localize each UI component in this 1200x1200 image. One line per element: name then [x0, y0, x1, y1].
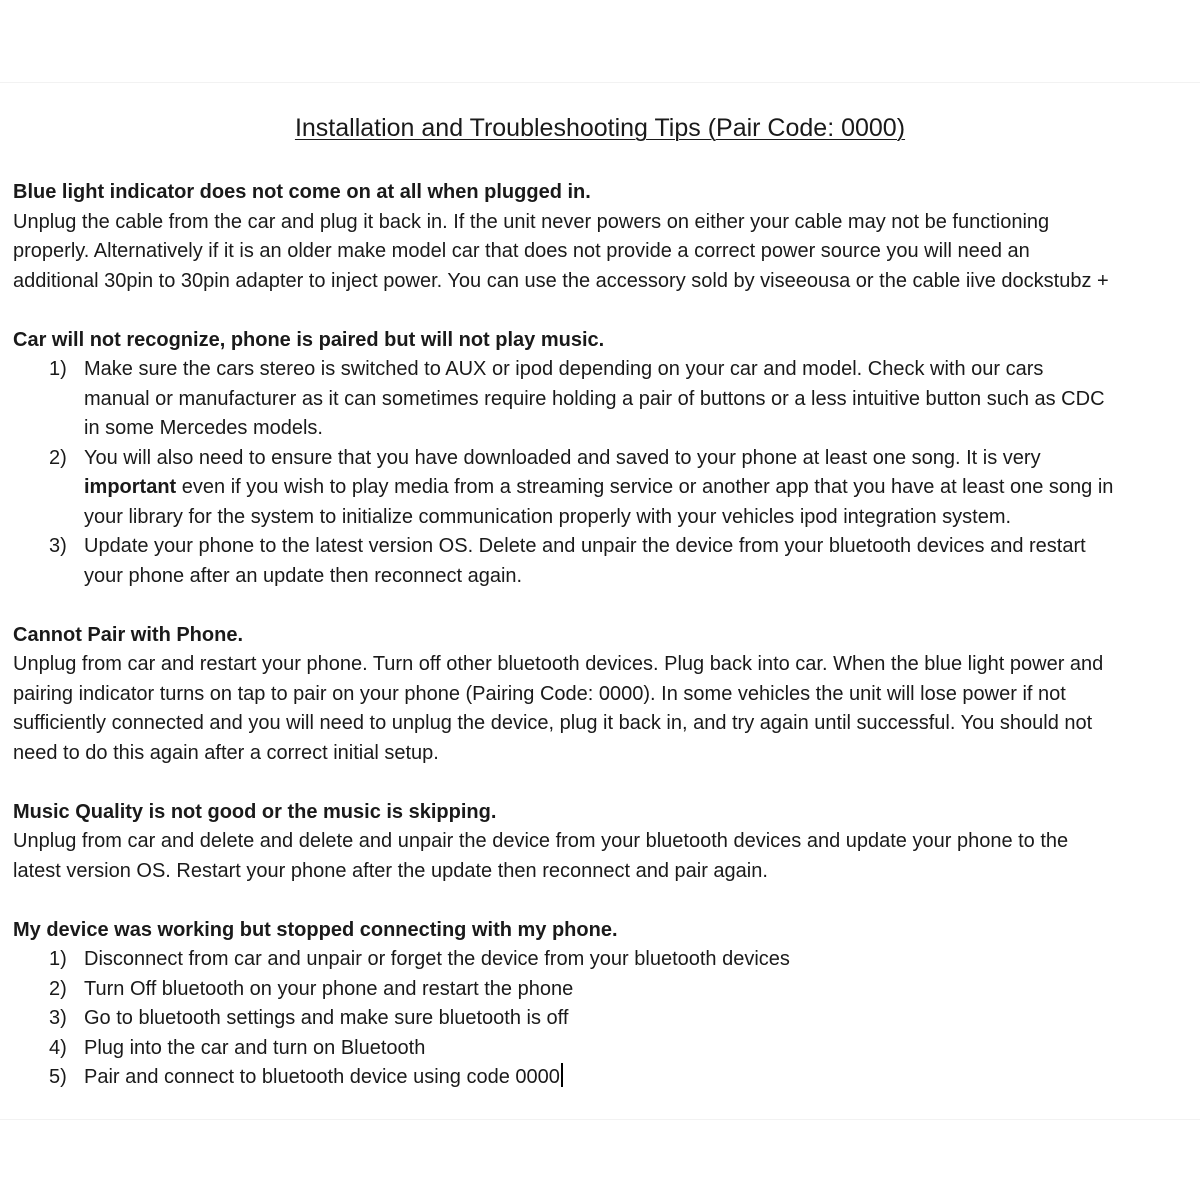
spacer	[13, 296, 1200, 326]
list-number: 2)	[49, 446, 67, 469]
section-heading-blue-light: Blue light indicator does not come on at all when plugged in.	[13, 181, 591, 203]
list-item-text: Make sure the cars stereo is switched to AUX or ipod depending on your car and model. Check with our cars	[84, 358, 1044, 380]
spacer	[13, 591, 1200, 621]
paragraph-line: additional 30pin to 30pin adapter to inject power. You can use the accessory sold by viseeousa or the cable iive dockstubz +	[13, 269, 1109, 292]
list-item-text: Update your phone to the latest version OS. Delete and unpair the device from your bluetooth devices and restart	[84, 535, 1086, 557]
list-item	[13, 975, 1200, 1005]
list-number: 3)	[49, 1007, 67, 1029]
list-item	[13, 1004, 1200, 1034]
list-item-continuation: manual or manufacturer as it can sometimes require holding a pair of buttons or a less intuitive button such as CDC	[84, 387, 1105, 410]
paragraph-line: Unplug from car and restart your phone. Turn off other bluetooth devices. Plug back into car. When the blue light power and	[13, 653, 1104, 675]
list-item	[13, 444, 1200, 474]
section-heading-music-quality: Music Quality is not good or the music is skipping.	[13, 800, 497, 823]
spacer	[13, 886, 1200, 916]
paragraph-line: pairing indicator turns on tap to pair on your phone (Pairing Code: 0000). In some vehicles the unit will lose power if not	[13, 682, 1066, 705]
document-body	[13, 178, 1200, 1093]
paragraph-line: latest version OS. Restart your phone after the update then reconnect and pair again.	[13, 859, 768, 882]
paragraph-line: properly. Alternatively if it is an older make model car that does not provide a correct power source you will need an	[13, 240, 1030, 262]
list-item-text: Disconnect from car and unpair or forget the device from your bluetooth devices	[84, 948, 790, 970]
list-item	[13, 1034, 1200, 1064]
list-item	[13, 355, 1200, 385]
paragraph-line: sufficiently connected and you will need to unplug the device, plug it back in, and try again until successful. You should not	[13, 712, 1093, 734]
list-item-text: Go to bluetooth settings and make sure bluetooth is off	[84, 1007, 569, 1029]
list-item-continuation	[13, 473, 1200, 503]
list-number: 2)	[49, 977, 67, 1000]
list-item	[13, 1063, 1200, 1093]
section-heading-stopped-connecting: My device was working but stopped connecting with my phone.	[13, 918, 618, 941]
list-number: 5)	[49, 1066, 67, 1088]
list-item-text-with-cursor[interactable]	[84, 1063, 563, 1093]
list-number: 1)	[49, 948, 67, 970]
list-item-continuation-text: even if you wish to play media from a streaming service or another app that you have at least one song in	[176, 476, 1114, 498]
list-item	[13, 945, 1200, 975]
emphasis-important: important	[84, 476, 177, 498]
paragraph-line: Unplug the cable from the car and plug it back in. If the unit never powers on either your cable may not be functioning	[13, 210, 1050, 233]
list-number: 4)	[49, 1036, 67, 1059]
list-item-continuation: your phone after an update then reconnect again.	[84, 564, 523, 587]
list-item	[13, 532, 1200, 562]
section-heading-car-not-recognize: Car will not recognize, phone is paired but will not play music.	[13, 328, 605, 351]
paragraph-line: need to do this again after a correct initial setup.	[13, 741, 439, 764]
section-heading-cannot-pair: Cannot Pair with Phone.	[13, 623, 244, 646]
paragraph-line: Unplug from car and delete and delete and unpair the device from your bluetooth devices and update your phone to the	[13, 830, 1069, 852]
list-number: 3)	[49, 535, 67, 557]
document-title: Installation and Troubleshooting Tips (Pair Code: 0000)	[294, 114, 906, 142]
list-item-continuation: your library for the system to initialize communication properly with your vehicles ipod integration system.	[84, 505, 1012, 528]
list-item-text: Pair and connect to bluetooth device using code 0000	[84, 1066, 560, 1088]
spacer	[13, 768, 1200, 798]
list-item-text: Plug into the car and turn on Bluetooth	[84, 1036, 426, 1059]
list-item-text: Turn Off bluetooth on your phone and restart the phone	[84, 977, 574, 1000]
list-item-continuation: in some Mercedes models.	[84, 417, 323, 439]
list-item-text: You will also need to ensure that you have downloaded and saved to your phone at least one song. It is very	[84, 446, 1041, 469]
text-cursor	[561, 1063, 563, 1087]
list-number: 1)	[49, 358, 67, 380]
